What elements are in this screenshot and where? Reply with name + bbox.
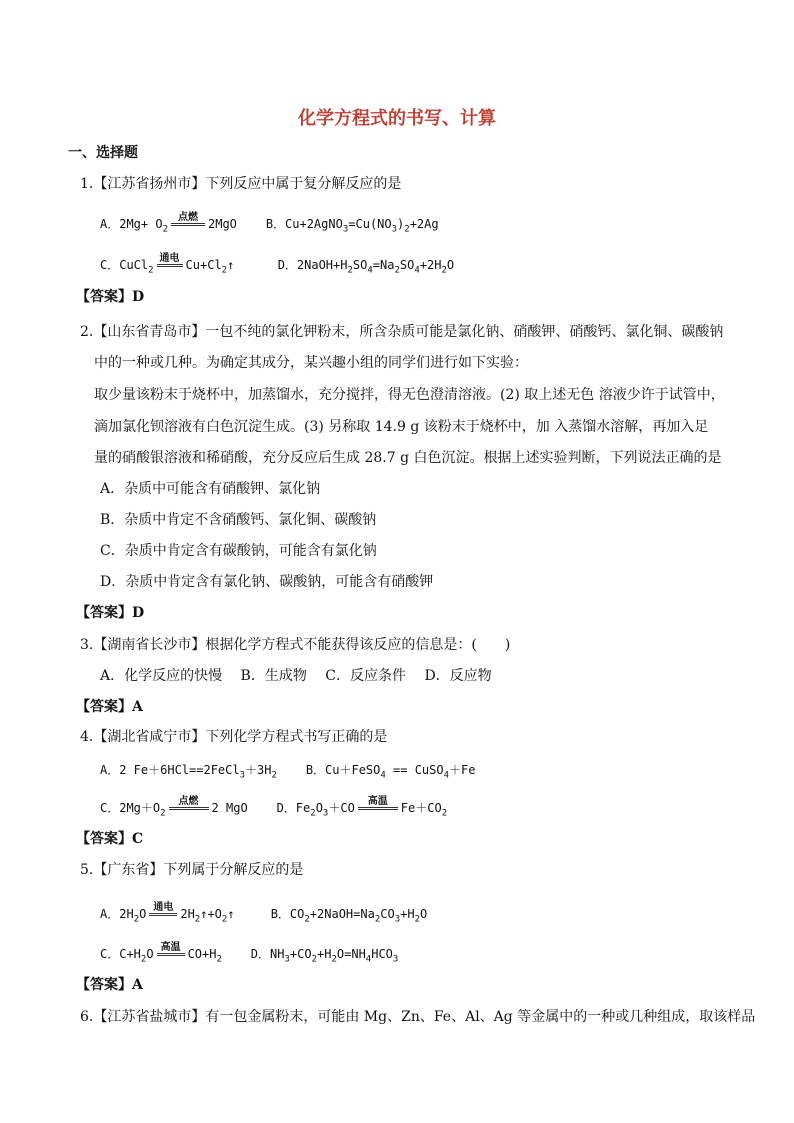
page-title: 化学方程式的书写、计算 <box>298 108 496 129</box>
reaction-arrow: 高温 <box>157 953 185 956</box>
question-1-stem: 1.【江苏省扬州市】下列反应中属于复分解反应的是 <box>80 176 402 192</box>
question-2-line-2: 中的一种或几种。为确定其成分，某兴趣小组的同学们进行如下实验： <box>94 355 528 371</box>
question-3-options: A．化学反应的快慢 B．生成物 C．反应条件 D．反应物 <box>100 668 492 684</box>
reaction-arrow: 点燃 <box>169 807 209 810</box>
question-5-answer: 【答案】A <box>76 977 143 993</box>
question-2-option-a: A．杂质中可能含有硝酸钾、氯化钠 <box>100 481 321 497</box>
reaction-arrow: 高温 <box>358 807 398 810</box>
reaction-arrow: 通电 <box>157 264 183 267</box>
question-2-line-5: 量的硝酸银溶液和稀硝酸，充分反应后生成 28.7 g 白色沉淀。根据上述实验判断，下列说法正确的是 <box>94 450 722 466</box>
question-1-answer: 【答案】D <box>76 289 145 305</box>
section-heading: 一、选择题 <box>68 145 138 161</box>
question-1-options-ab: A．$2Mg+ O_2$ 点燃 2MgO B．$Cu+2AgNO_3=Cu(NO_3)_2+2Ag$ <box>100 212 439 235</box>
question-2-line-4: 滴加氯化钡溶液有白色沉淀生成。(3) 另称取 14.9 g 该粉末于烧杯中，加 入蒸馏水溶解，再加入足 <box>94 419 709 435</box>
reaction-arrow: 通电 <box>149 913 177 916</box>
question-4-stem: 4.【湖北省咸宁市】下列化学方程式书写正确的是 <box>80 729 388 745</box>
question-5-options-cd: C．$C+H_2O$ 高温 $CO+H_2$ D．$NH_3+CO_2+H_2O=NH_4HCO_3$ <box>100 942 399 965</box>
question-2-line-1: 2.【山东省青岛市】一包不纯的氯化钾粉末，所含杂质可能是氯化钠、硝酸钾、硝酸钙、氯化铜、碳酸钠 <box>80 324 724 340</box>
question-2-option-b: B．杂质中肯定不含硝酸钙、氯化铜、碳酸钠 <box>100 512 377 528</box>
question-5-stem: 5.【广东省】下列属于分解反应的是 <box>80 862 304 878</box>
question-2-answer: 【答案】D <box>76 605 145 621</box>
reaction-arrow: 点燃 <box>171 223 205 226</box>
question-4-options-cd: C．$2Mg+O_2$ 点燃 2 MgO D．$Fe_2O_3+CO$ 高温 $Fe+CO_2$ <box>100 796 448 819</box>
question-2-option-c: C．杂质中肯定含有碳酸钠，可能含有氯化钠 <box>100 543 377 559</box>
question-3-stem: 3.【湖南省长沙市】根据化学方程式不能获得该反应的信息是：( ) <box>80 637 511 653</box>
question-6-stem: 6.【江苏省盐城市】有一包金属粉末，可能由 Mg、Zn、Fe、Al、Ag 等金属中的一种或几种组成，取该样品 <box>80 1009 756 1025</box>
question-3-answer: 【答案】A <box>76 699 143 715</box>
question-4-options-ab: A．2 $Fe+6HCl==2FeCl_3+3H_2$ B．Cu＋FeSO$_4$ == CuSO$_4$＋Fe <box>100 763 476 781</box>
question-2-option-d: D．杂质中肯定含有氯化钠、碳酸钠，可能含有硝酸钾 <box>100 574 434 590</box>
question-4-answer: 【答案】C <box>76 831 144 847</box>
question-1-options-cd: C．CuCl$_2$ 通电 $Cu+Cl_2↑$ D．$2NaOH+H_2SO_4=Na_2SO_4+2H_2O$ <box>100 253 455 276</box>
question-5-options-ab: A．$2H_2O$ 通电 $2H_2↑+O_2↑$ B．$CO_2+2NaOH=Na_2CO_3+H_2O$ <box>100 902 428 925</box>
question-2-line-3: 取少量该粉末于烧杯中，加蒸馏水，充分搅拌，得无色澄清溶液。(2) 取上述无色 溶液少许于试管中， <box>94 387 725 403</box>
